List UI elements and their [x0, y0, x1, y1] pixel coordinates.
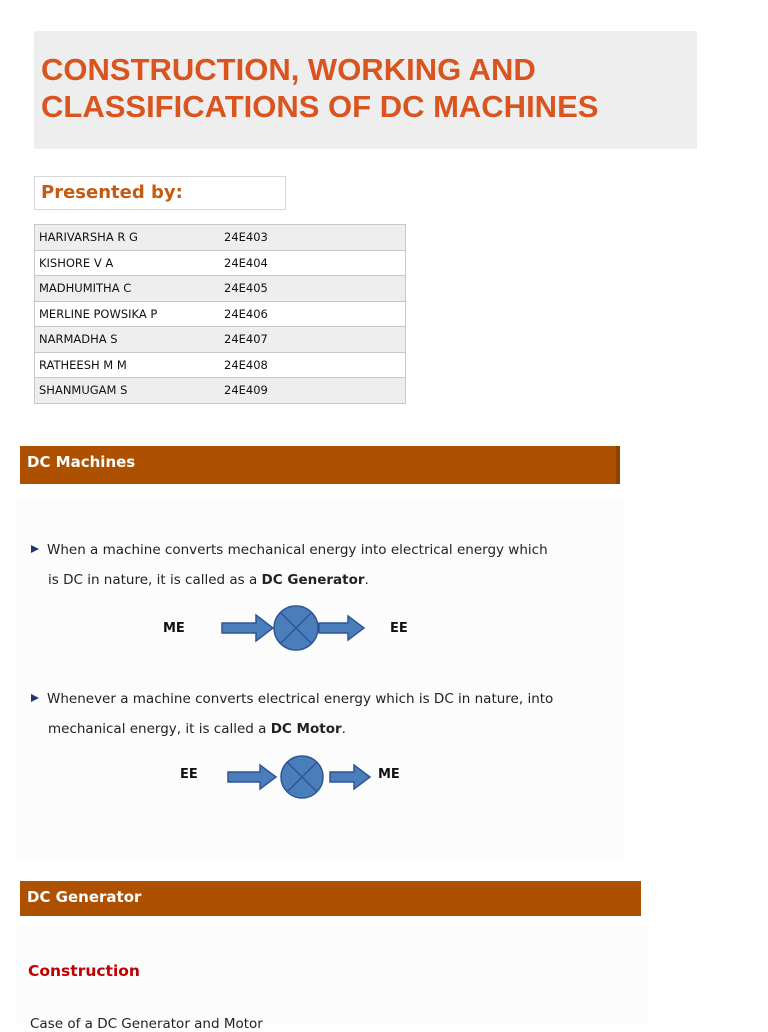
member-name: HARIVARSHA R G: [35, 225, 221, 251]
diagram2-energy-flow: [226, 753, 376, 801]
member-row: [35, 250, 406, 276]
paragraph-punct: .: [364, 572, 369, 588]
member-row: [35, 225, 406, 251]
member-name: KISHORE V A: [35, 250, 221, 276]
member-row: [35, 301, 406, 327]
paragraph-dc-motor: [31, 684, 591, 744]
members-table: [34, 224, 406, 404]
member-id: 24E408: [220, 352, 406, 378]
paragraph-line: is DC in nature, it is called as a: [48, 572, 262, 588]
presented-by-label: Presented by:: [34, 176, 286, 210]
member-id: 24E409: [220, 378, 406, 404]
member-row: [35, 378, 406, 404]
machine-circle-icon: [281, 756, 323, 798]
title-line-2: CLASSIFICATIONS OF DC MACHINES: [41, 89, 599, 124]
member-id: 24E406: [220, 301, 406, 327]
paragraph-line: When a machine converts mechanical energy into electrical energy which: [47, 542, 548, 558]
member-name: SHANMUGAM S: [35, 378, 221, 404]
member-name: RATHEESH M M: [35, 352, 221, 378]
member-id: 24E404: [220, 250, 406, 276]
member-id: 24E403: [220, 225, 406, 251]
title-box: [34, 31, 697, 149]
paragraph-punct: .: [341, 721, 346, 737]
member-id: 24E405: [220, 276, 406, 302]
member-name: MADHUMITHA C: [35, 276, 221, 302]
paragraph-dc-generator: [31, 535, 591, 595]
diagram2-right-label: ME: [378, 767, 400, 782]
member-row: [35, 276, 406, 302]
right-arrow-icon: [222, 615, 273, 641]
member-row: [35, 352, 406, 378]
section-bar-edge: [616, 446, 620, 484]
diagram1-right-label: EE: [390, 621, 408, 636]
member-name: NARMADHA S: [35, 327, 221, 353]
section-bar-dc-generator: [20, 881, 641, 916]
machine-circle-icon: [274, 606, 318, 650]
diagram1-energy-flow: [218, 604, 368, 652]
member-row: [35, 327, 406, 353]
right-arrow-icon: [330, 765, 370, 789]
title-line-1: CONSTRUCTION, WORKING AND: [41, 52, 536, 87]
section-heading-dc-generator: DC Generator: [27, 888, 142, 906]
diagram2-left-label: EE: [180, 767, 198, 782]
member-name: MERLINE POWSIKA P: [35, 301, 221, 327]
term-dc-motor: DC Motor: [270, 721, 342, 737]
term-dc-generator: DC Generator: [261, 572, 365, 588]
paragraph-line: Whenever a machine converts electrical energy which is DC in nature, into: [47, 691, 554, 707]
diagram1-left-label: ME: [163, 621, 185, 636]
bullet-triangle-icon: [31, 545, 39, 553]
section-heading-dc-machines: DC Machines: [27, 453, 136, 471]
right-arrow-icon: [319, 616, 364, 640]
right-arrow-icon: [228, 765, 276, 789]
bullet-triangle-icon: [31, 694, 39, 702]
section-bar-dc-machines: [20, 446, 620, 484]
paragraph-line: mechanical energy, it is called a: [48, 721, 271, 737]
cut-off-paragraph: Case of a DC Generator and Motor: [30, 1016, 263, 1032]
construction-heading: Construction: [28, 962, 140, 980]
member-id: 24E407: [220, 327, 406, 353]
